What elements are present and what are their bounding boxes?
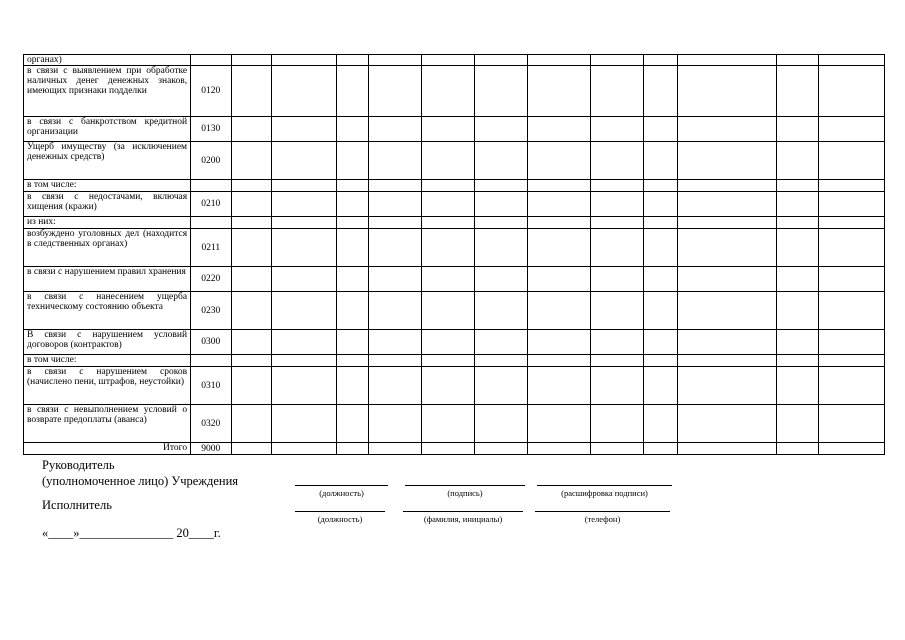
- table-cell[interactable]: [678, 330, 777, 355]
- table-row: [24, 180, 885, 192]
- table-cell[interactable]: [528, 355, 591, 367]
- table-cell[interactable]: [591, 367, 644, 405]
- table-cell[interactable]: [421, 355, 474, 367]
- table-cell[interactable]: [777, 117, 819, 142]
- table-cell[interactable]: [777, 66, 819, 117]
- table-cell[interactable]: [591, 117, 644, 142]
- row-code: 0220: [191, 267, 231, 292]
- table-cell[interactable]: [231, 117, 271, 142]
- table-cell[interactable]: [644, 66, 678, 117]
- table-cell[interactable]: [528, 66, 591, 117]
- table-cell[interactable]: [421, 267, 474, 292]
- table-cell[interactable]: [591, 443, 644, 455]
- row-code: 0320: [191, 405, 231, 443]
- row-code: 9000: [191, 443, 231, 455]
- row-code: [191, 180, 231, 192]
- row-code: 0310: [191, 367, 231, 405]
- table-cell[interactable]: [421, 117, 474, 142]
- table-cell[interactable]: [528, 443, 591, 455]
- table-cell[interactable]: [421, 405, 474, 443]
- table-cell[interactable]: [528, 367, 591, 405]
- table-cell[interactable]: [591, 66, 644, 117]
- table-cell[interactable]: [271, 217, 336, 229]
- table-cell[interactable]: [336, 355, 368, 367]
- row-label: возбуждено уголовных дел (находится в следственных органах): [24, 229, 191, 267]
- table-cell[interactable]: [368, 55, 421, 66]
- executor-name-line[interactable]: [403, 511, 523, 512]
- table-cell[interactable]: [336, 66, 368, 117]
- table-cell[interactable]: [421, 192, 474, 217]
- table-row: [24, 117, 885, 142]
- table-cell[interactable]: [818, 292, 884, 330]
- table-cell[interactable]: [777, 55, 819, 66]
- table-row: [24, 267, 885, 292]
- table-cell[interactable]: [368, 443, 421, 455]
- table-cell[interactable]: [678, 367, 777, 405]
- table-cell[interactable]: [271, 443, 336, 455]
- table-cell[interactable]: [336, 192, 368, 217]
- table-cell[interactable]: [421, 142, 474, 180]
- row-label: в связи с банкротством кредитной организации: [24, 117, 191, 142]
- table-cell[interactable]: [475, 292, 528, 330]
- row-label: Ущерб имуществу (за исключением денежных средств): [24, 142, 191, 180]
- table-cell[interactable]: [368, 180, 421, 192]
- table-cell[interactable]: [368, 367, 421, 405]
- table-cell[interactable]: [336, 267, 368, 292]
- table-cell[interactable]: [818, 330, 884, 355]
- table-cell[interactable]: [777, 180, 819, 192]
- row-code: 0120: [191, 66, 231, 117]
- table-row: [24, 292, 885, 330]
- table-row: [24, 229, 885, 267]
- table-cell[interactable]: [678, 180, 777, 192]
- table-cell[interactable]: [591, 229, 644, 267]
- table-cell[interactable]: [368, 355, 421, 367]
- table-row: [24, 330, 885, 355]
- table-cell[interactable]: [336, 443, 368, 455]
- table-cell[interactable]: [777, 292, 819, 330]
- table-cell[interactable]: [528, 267, 591, 292]
- table-cell[interactable]: [591, 267, 644, 292]
- table-cell[interactable]: [678, 217, 777, 229]
- row-label: в связи с невыполнением условий о возврате предоплаты (аванса): [24, 405, 191, 443]
- table-cell[interactable]: [475, 180, 528, 192]
- row-label: Итого: [24, 443, 191, 455]
- table-cell[interactable]: [528, 405, 591, 443]
- table-cell[interactable]: [644, 443, 678, 455]
- table-cell[interactable]: [421, 217, 474, 229]
- table-cell[interactable]: [368, 405, 421, 443]
- table-cell[interactable]: [678, 355, 777, 367]
- table-cell[interactable]: [644, 55, 678, 66]
- table-cell[interactable]: [678, 192, 777, 217]
- table-cell[interactable]: [644, 180, 678, 192]
- table-cell[interactable]: [421, 292, 474, 330]
- table-cell[interactable]: [818, 443, 884, 455]
- table-cell[interactable]: [818, 267, 884, 292]
- table-cell[interactable]: [231, 355, 271, 367]
- table-row: [24, 142, 885, 180]
- table-cell[interactable]: [368, 217, 421, 229]
- executor-name-caption: (фамилия, инициалы): [423, 514, 503, 524]
- table-cell[interactable]: [475, 229, 528, 267]
- table-cell[interactable]: [591, 217, 644, 229]
- table-cell[interactable]: [678, 267, 777, 292]
- head-position-caption: (должность): [319, 488, 364, 498]
- row-label: В связи с нарушением условий договоров (контрактов): [24, 330, 191, 355]
- table-cell[interactable]: [368, 142, 421, 180]
- table-cell[interactable]: [475, 267, 528, 292]
- row-label: органах): [24, 55, 191, 66]
- table-cell[interactable]: [231, 192, 271, 217]
- table-cell[interactable]: [644, 367, 678, 405]
- table-cell[interactable]: [231, 180, 271, 192]
- table-cell[interactable]: [777, 355, 819, 367]
- table-row: [24, 66, 885, 117]
- table-cell[interactable]: [271, 142, 336, 180]
- table-cell[interactable]: [231, 367, 271, 405]
- table-cell[interactable]: [678, 405, 777, 443]
- executor-position-caption: (должность): [317, 514, 363, 524]
- table-cell[interactable]: [777, 142, 819, 180]
- table-cell[interactable]: [777, 443, 819, 455]
- table-cell[interactable]: [591, 405, 644, 443]
- table-cell[interactable]: [644, 117, 678, 142]
- table-cell[interactable]: [421, 229, 474, 267]
- head-signature-caption: (подпись): [447, 488, 483, 498]
- table-cell[interactable]: [368, 229, 421, 267]
- table-cell[interactable]: [336, 229, 368, 267]
- table-cell[interactable]: [475, 55, 528, 66]
- table-cell[interactable]: [818, 355, 884, 367]
- table-cell[interactable]: [271, 405, 336, 443]
- table-cell[interactable]: [678, 55, 777, 66]
- table-cell[interactable]: [678, 66, 777, 117]
- table-cell[interactable]: [591, 142, 644, 180]
- row-label: в связи с нанесением ущерба техническому состоянию объекта: [24, 292, 191, 330]
- table-cell[interactable]: [336, 142, 368, 180]
- table-cell[interactable]: [336, 367, 368, 405]
- table-cell[interactable]: [336, 55, 368, 66]
- row-label: в связи с нарушением правил хранения: [24, 267, 191, 292]
- table-cell[interactable]: [777, 192, 819, 217]
- table-cell[interactable]: [777, 367, 819, 405]
- table-cell[interactable]: [475, 66, 528, 117]
- table-cell[interactable]: [271, 192, 336, 217]
- head-position-line[interactable]: [295, 485, 388, 486]
- table-cell[interactable]: [678, 229, 777, 267]
- table-cell[interactable]: [777, 229, 819, 267]
- row-label: в связи с нарушением сроков (начислено пени, штрафов, неустойки): [24, 367, 191, 405]
- table-cell[interactable]: [528, 117, 591, 142]
- table-cell[interactable]: [231, 55, 271, 66]
- table-cell[interactable]: [777, 217, 819, 229]
- table-cell[interactable]: [475, 405, 528, 443]
- table-row: [24, 367, 885, 405]
- table-cell[interactable]: [678, 443, 777, 455]
- table-cell[interactable]: [644, 217, 678, 229]
- table-cell[interactable]: [271, 292, 336, 330]
- table-cell[interactable]: [528, 55, 591, 66]
- table-cell[interactable]: [777, 405, 819, 443]
- table-cell[interactable]: [591, 292, 644, 330]
- table-cell[interactable]: [336, 330, 368, 355]
- table-cell[interactable]: [528, 292, 591, 330]
- row-code: 0130: [191, 117, 231, 142]
- table-cell[interactable]: [528, 180, 591, 192]
- table-cell[interactable]: [271, 117, 336, 142]
- table-cell[interactable]: [421, 367, 474, 405]
- table-cell[interactable]: [271, 229, 336, 267]
- row-label: в связи с недостачами, включая хищения (кражи): [24, 192, 191, 217]
- table-cell[interactable]: [336, 217, 368, 229]
- table-cell[interactable]: [678, 292, 777, 330]
- row-label: в том числе:: [24, 180, 191, 192]
- table-cell[interactable]: [644, 192, 678, 217]
- table-cell[interactable]: [678, 117, 777, 142]
- table-cell[interactable]: [644, 142, 678, 180]
- table-cell[interactable]: [818, 55, 884, 66]
- table-cell[interactable]: [336, 117, 368, 142]
- table-cell[interactable]: [421, 55, 474, 66]
- table-cell[interactable]: [475, 355, 528, 367]
- table-cell[interactable]: [528, 217, 591, 229]
- table-cell[interactable]: [231, 443, 271, 455]
- report-table: [23, 54, 885, 455]
- table-cell[interactable]: [231, 66, 271, 117]
- table-cell[interactable]: [818, 405, 884, 443]
- row-code: 0200: [191, 142, 231, 180]
- row-code: 0230: [191, 292, 231, 330]
- row-code: 0210: [191, 192, 231, 217]
- table-cell[interactable]: [271, 330, 336, 355]
- table-cell[interactable]: [368, 117, 421, 142]
- table-cell[interactable]: [336, 405, 368, 443]
- table-cell[interactable]: [644, 355, 678, 367]
- table-row: [24, 55, 885, 66]
- head-decoding-line[interactable]: [537, 485, 672, 486]
- table-cell[interactable]: [528, 192, 591, 217]
- row-label: из них:: [24, 217, 191, 229]
- row-code: [191, 355, 231, 367]
- table-cell[interactable]: [271, 355, 336, 367]
- table-cell[interactable]: [368, 292, 421, 330]
- table-cell[interactable]: [528, 142, 591, 180]
- table-cell[interactable]: [231, 142, 271, 180]
- head-label-line2: (уполномоченное лицо) Учреждения: [42, 474, 239, 488]
- table-row: [24, 405, 885, 443]
- table-cell[interactable]: [644, 330, 678, 355]
- row-code: [191, 217, 231, 229]
- table-cell[interactable]: [271, 180, 336, 192]
- table-cell[interactable]: [475, 443, 528, 455]
- table-row: [24, 355, 885, 367]
- table-cell[interactable]: [421, 66, 474, 117]
- table-cell[interactable]: [231, 405, 271, 443]
- table-cell[interactable]: [368, 267, 421, 292]
- table-cell[interactable]: [475, 192, 528, 217]
- table-cell[interactable]: [818, 180, 884, 192]
- table-cell[interactable]: [231, 229, 271, 267]
- table-cell[interactable]: [644, 229, 678, 267]
- head-decoding-caption: (расшифровка подписи): [561, 488, 648, 498]
- table-cell[interactable]: [475, 217, 528, 229]
- row-code: [191, 55, 231, 66]
- table-cell[interactable]: [368, 66, 421, 117]
- table-cell[interactable]: [591, 192, 644, 217]
- table-cell[interactable]: [818, 217, 884, 229]
- row-label: в том числе:: [24, 355, 191, 367]
- table-cell[interactable]: [475, 142, 528, 180]
- table-cell[interactable]: [591, 180, 644, 192]
- table-cell[interactable]: [271, 55, 336, 66]
- table-cell[interactable]: [421, 180, 474, 192]
- date-line[interactable]: «____»_______________ 20____г.: [42, 526, 221, 540]
- table-cell[interactable]: [271, 367, 336, 405]
- table-cell[interactable]: [777, 330, 819, 355]
- table-cell[interactable]: [528, 229, 591, 267]
- table-cell[interactable]: [678, 142, 777, 180]
- table-cell[interactable]: [528, 330, 591, 355]
- row-code: 0300: [191, 330, 231, 355]
- table-cell[interactable]: [336, 180, 368, 192]
- table-cell[interactable]: [818, 117, 884, 142]
- table-cell[interactable]: [818, 142, 884, 180]
- table-cell[interactable]: [271, 267, 336, 292]
- row-label: в связи с выявлением при обработке наличных денег денежных знаков, имеющих признаки подделки: [24, 66, 191, 117]
- table-cell[interactable]: [231, 292, 271, 330]
- executor-phone-caption: (телефон): [584, 514, 621, 524]
- table-cell[interactable]: [644, 405, 678, 443]
- table-cell[interactable]: [591, 330, 644, 355]
- table-cell[interactable]: [421, 443, 474, 455]
- head-signature-line[interactable]: [405, 485, 525, 486]
- table-cell[interactable]: [818, 66, 884, 117]
- head-label-line1: Руководитель: [42, 458, 115, 472]
- table-cell[interactable]: [591, 55, 644, 66]
- table-cell[interactable]: [644, 292, 678, 330]
- table-cell[interactable]: [818, 229, 884, 267]
- table-cell[interactable]: [231, 330, 271, 355]
- table-cell[interactable]: [421, 330, 474, 355]
- table-cell[interactable]: [271, 66, 336, 117]
- table-cell[interactable]: [644, 267, 678, 292]
- row-code: 0211: [191, 229, 231, 267]
- table-cell[interactable]: [818, 367, 884, 405]
- table-cell[interactable]: [231, 217, 271, 229]
- table-cell[interactable]: [818, 192, 884, 217]
- executor-label: Исполнитель: [42, 498, 112, 512]
- table-row: [24, 443, 885, 455]
- table-cell[interactable]: [475, 330, 528, 355]
- table-cell[interactable]: [591, 355, 644, 367]
- table-cell[interactable]: [336, 292, 368, 330]
- table-cell[interactable]: [368, 330, 421, 355]
- table-cell[interactable]: [777, 267, 819, 292]
- table-cell[interactable]: [368, 192, 421, 217]
- executor-phone-line[interactable]: [535, 511, 670, 512]
- table-cell[interactable]: [231, 267, 271, 292]
- table-cell[interactable]: [475, 367, 528, 405]
- table-cell[interactable]: [475, 117, 528, 142]
- table-row: [24, 192, 885, 217]
- executor-position-line[interactable]: [295, 511, 385, 512]
- table-row: [24, 217, 885, 229]
